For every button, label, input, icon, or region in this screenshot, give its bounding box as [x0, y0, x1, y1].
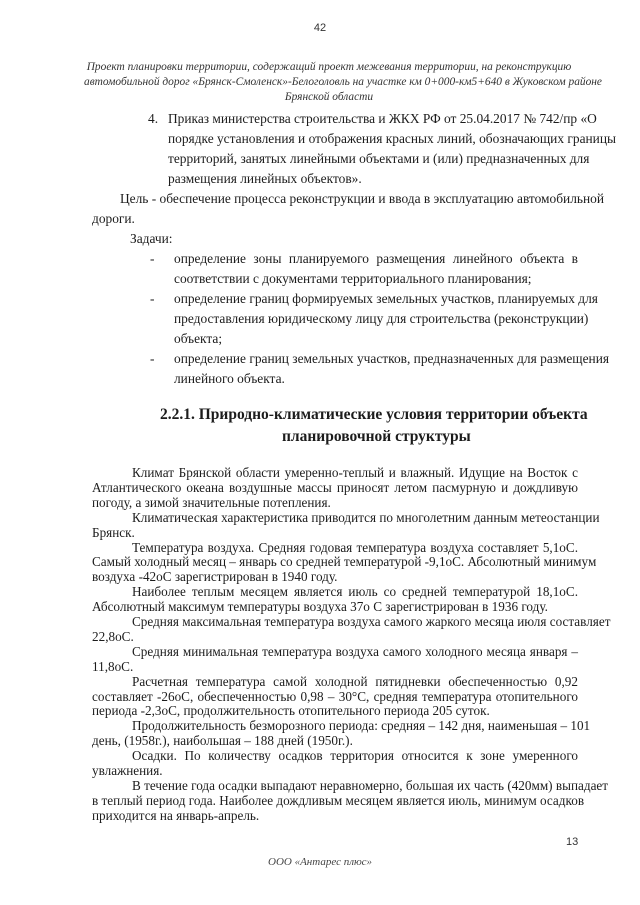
- paragraph-line: Брянск.: [92, 524, 135, 540]
- paragraph-line: воздуха -42оС зарегистрирован в 1940 году.: [92, 569, 338, 585]
- bullet-dash: -: [150, 351, 155, 366]
- list-item-line: порядке установления и отображения красных линий, обозначающих границы: [168, 131, 617, 146]
- section-heading-line-1: 2.2.1. Природно-климатические условия территории объекта: [160, 406, 588, 423]
- goal-line: дороги.: [92, 211, 135, 226]
- paragraph-line: составляет -26оС, обеспеченностью 0,98 – 30°С, средняя температура отопительного: [92, 688, 578, 704]
- bullet-dash: -: [150, 291, 155, 306]
- paragraph-line: Климатическая характеристика приводится по многолетним данным метеостанции: [132, 509, 600, 525]
- task-line: соответствии с документами территориального планирования;: [174, 271, 532, 286]
- goal-line: Цель - обеспечение процесса реконструкции и ввода в эксплуатацию автомобильной: [120, 191, 605, 206]
- header-line-2: автомобильной дорог «Брянск-Смоленск»-Белоголовль на участке км 0+000-км5+640 в Жуковском районе: [84, 76, 602, 88]
- task-line: определение границ земельных участков, предназначенных для размещения: [174, 351, 610, 366]
- paragraph-line: Самый холодный месяц – январь со средней температурой -9,1оС. Абсолютный минимум: [92, 554, 597, 570]
- paragraph-line: периода -2,3оС, продолжительность отопительного периода 205 суток.: [92, 703, 490, 719]
- paragraph-line: день, (1958г.), наибольшая – 188 дней (1950г.).: [92, 733, 353, 749]
- list-item-line: размещения линейных объектов».: [168, 171, 362, 186]
- list-item-number: 4.: [148, 111, 159, 126]
- paragraph-line: Температура воздуха. Средняя годовая температура воздуха составляет 5,1оС.: [132, 539, 578, 555]
- paragraph-line: Осадки. По количеству осадков территория относится к зоне умеренного: [132, 748, 578, 764]
- paragraph-line: 11,8оС.: [92, 658, 134, 674]
- list-item-line: территорий, занятых линейными объектами и (или) предназначенных для: [168, 151, 590, 166]
- paragraph-line: Расчетная температура самой холодной пятидневки обеспеченностью 0,92: [132, 673, 578, 689]
- page-number-top: 42: [313, 22, 327, 34]
- paragraph-line: Средняя минимальная температура воздуха самого холодного месяца января –: [132, 643, 578, 659]
- task-line: предоставления юридическому лицу для строительства (реконструкции): [174, 311, 589, 326]
- list-item-line: Приказ министерства строительства и ЖКХ РФ от 25.04.2017 № 742/пр «О: [168, 111, 597, 126]
- paragraph-line: Абсолютный максимум температуры воздуха 37о С зарегистрирован в 1936 году.: [92, 599, 548, 615]
- paragraph-line: приходится на январь-апрель.: [92, 807, 260, 823]
- paragraph-line: Атлантического океана воздушные массы приносят летом пасмурную и дождливую: [92, 479, 578, 495]
- bullet-dash: -: [150, 251, 155, 266]
- task-line: линейного объекта.: [174, 371, 285, 386]
- paragraph-line: Средняя максимальная температура воздуха самого жаркого месяца июля составляет: [132, 614, 611, 629]
- paragraph-line: увлажнения.: [92, 763, 163, 778]
- task-line: объекта;: [174, 331, 223, 346]
- header-line-1: Проект планировки территории, содержащий проект межевания территории, на реконструкцию: [86, 61, 572, 73]
- footer-company: ООО «Антарес плюс»: [268, 856, 372, 868]
- paragraph-line: погоду, а зимой значительные потепления.: [92, 494, 331, 510]
- document-header: [84, 60, 602, 105]
- task-line: определение зоны планируемого размещения линейного объекта в: [174, 251, 578, 266]
- paragraph-line: Климат Брянской области умеренно-теплый и влажный. Идущие на Восток с: [132, 465, 578, 480]
- task-line: определение границ формируемых земельных участков, планируемых для: [174, 291, 598, 306]
- section-heading-line-2: планировочной структуры: [282, 428, 471, 445]
- footer-page-number: 13: [566, 836, 579, 848]
- paragraph-line: Продолжительность безморозного периода: средняя – 142 дня, наименьшая – 101: [132, 718, 591, 734]
- paragraph-line: В течение года осадки выпадают неравномерно, большая их часть (420мм) выпадает: [132, 777, 609, 793]
- header-line-3: Брянской области: [284, 91, 374, 103]
- tasks-label: Задачи:: [130, 231, 173, 246]
- paragraph-line: 22,8оС.: [92, 628, 134, 644]
- paragraph-line: Наиболее теплым месяцем является июль со средней температурой 18,1оС.: [132, 584, 578, 600]
- paragraph-line: в теплый период года. Наиболее дождливым месяцем является июль, минимум осадков: [92, 792, 585, 808]
